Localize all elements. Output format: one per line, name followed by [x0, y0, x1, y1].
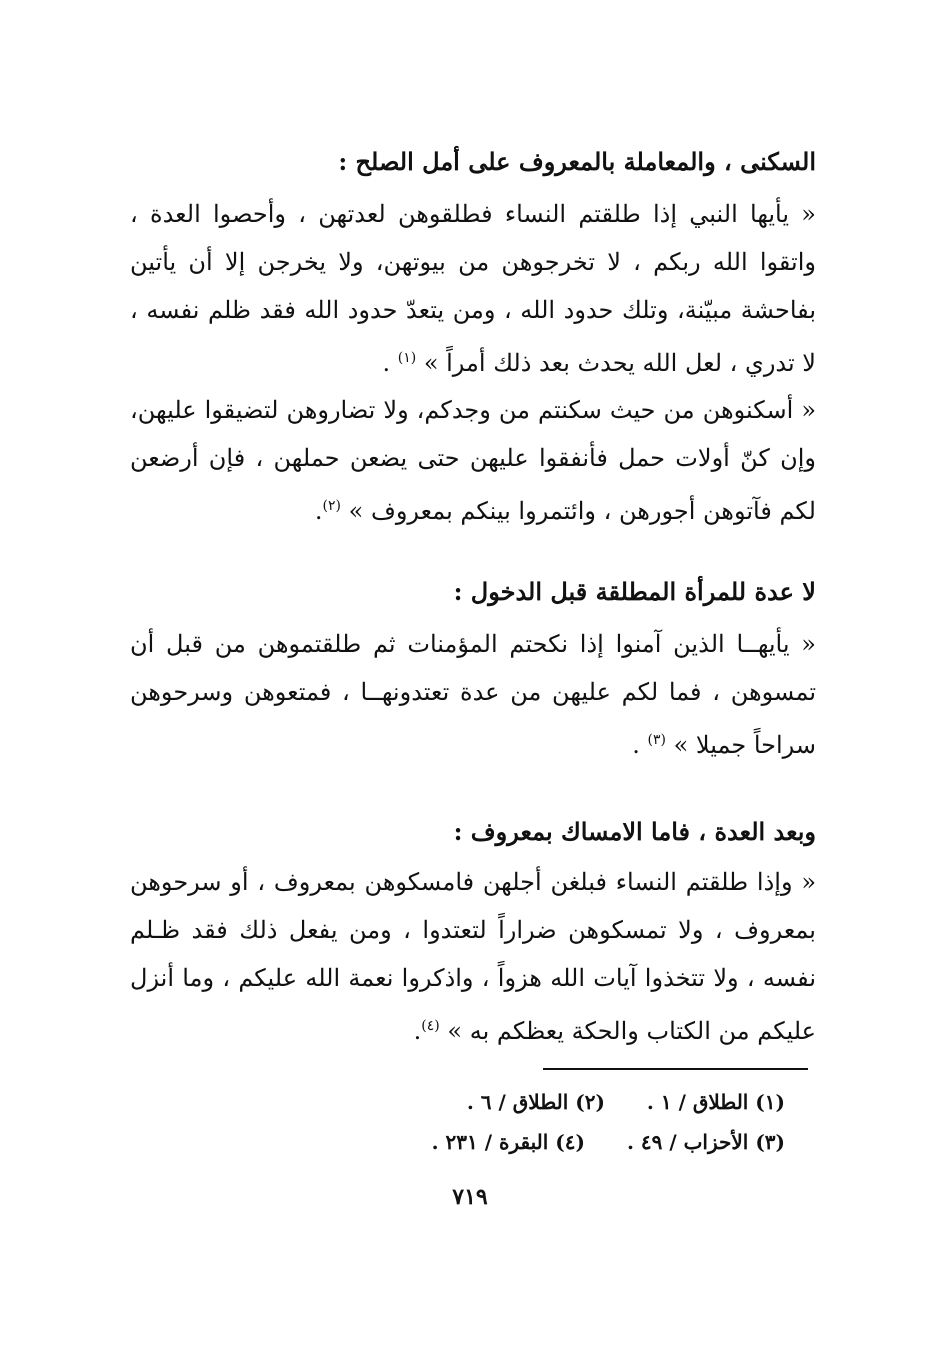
quote-end: .: [382, 349, 398, 377]
quran-quote-paragraph: [130, 620, 816, 769]
footnote-divider: [543, 1068, 808, 1070]
footnote-ref: (١): [397, 350, 417, 366]
quote-text: « وإذا طلقتم النساء فبلغن أجلهن فامسكوهن بمعروف ، أو سرحوهن بمعروف ، ولا تمسكوهن ضراراً لتعتدوا ، ومن يفعل ذلك فقد ظـلم نفسه ، ولا تتخذوا آيات الله هزواً ، واذكروا نعمة الله عليكم ، وما أنزل عليكم من الكتاب والحكة يعظكم به »: [130, 868, 816, 1045]
footnote-item: (١) الطلاق / ١ .: [646, 1090, 785, 1114]
quote-text: « أسكنوهن من حيث سكنتم من وجدكم، ولا تضاروهن لتضيقوا عليهن، وإن كنّ أولات حمل فأنفقوا عليهن حتى يضعن حملهن ، فإن أرضعن لكم فآتوهن أجورهن ، وائتمروا بينكم بمعروف »: [130, 396, 816, 525]
footnote-row: [430, 1127, 785, 1157]
footnote-row: [430, 1087, 785, 1117]
quote-end: .: [632, 731, 648, 759]
footnote-ref: (٣): [647, 732, 666, 748]
quote-text: « يأيها النبي إذا طلقتم النساء فطلقوهن لعدتهن ، وأحصوا العدة ، واتقوا الله ربكم ، لا تخرجوهن من بيوتهن، ولا يخرجن إلا أن يأتين بفاحشة مبيّنة، وتلك حدود الله ، ومن يتعدّ حدود الله فقد ظلم نفسه ، لا تدري ، لعل الله يحدث بعد ذلك أمراً »: [130, 200, 816, 377]
section-heading: السكنى ، والمعاملة بالمعروف على أمل الصلح :: [338, 147, 816, 176]
section-heading: لا عدة للمرأة المطلقة قبل الدخول :: [453, 577, 816, 606]
footnote-ref: (٢): [322, 498, 341, 514]
quran-quote-paragraph: [130, 858, 816, 1055]
quran-quote-paragraph: [130, 386, 816, 535]
footnote-item: (٤) البقرة / ٢٣١ .: [431, 1130, 585, 1154]
paragraph-text: [130, 858, 816, 1055]
quote-text: « يأيهــا الذين آمنوا إذا نكحتم المؤمنات ثم طلقتموهن من قبل أن تمسوهن ، فما لكم عليهن من عدة تعتدونهــا ، فمتعوهن وسرحوهن سراحاً جميلا »: [130, 630, 816, 759]
paragraph-text: [130, 386, 816, 535]
footnote-ref: (٤): [421, 1018, 440, 1034]
paragraph-text: [130, 620, 816, 769]
footnote-item: (٢) الطلاق / ٦ .: [466, 1090, 605, 1114]
paragraph-text: [130, 190, 816, 387]
section-heading: وبعد العدة ، فاما الامساك بمعروف :: [453, 817, 816, 846]
footnote-item: (٣) الأحزاب / ٤٩ .: [626, 1130, 785, 1154]
quote-end: .: [413, 1017, 422, 1045]
quran-quote-paragraph: [130, 190, 816, 387]
page-number: ٧١٩: [452, 1184, 488, 1210]
quote-end: .: [314, 497, 323, 525]
